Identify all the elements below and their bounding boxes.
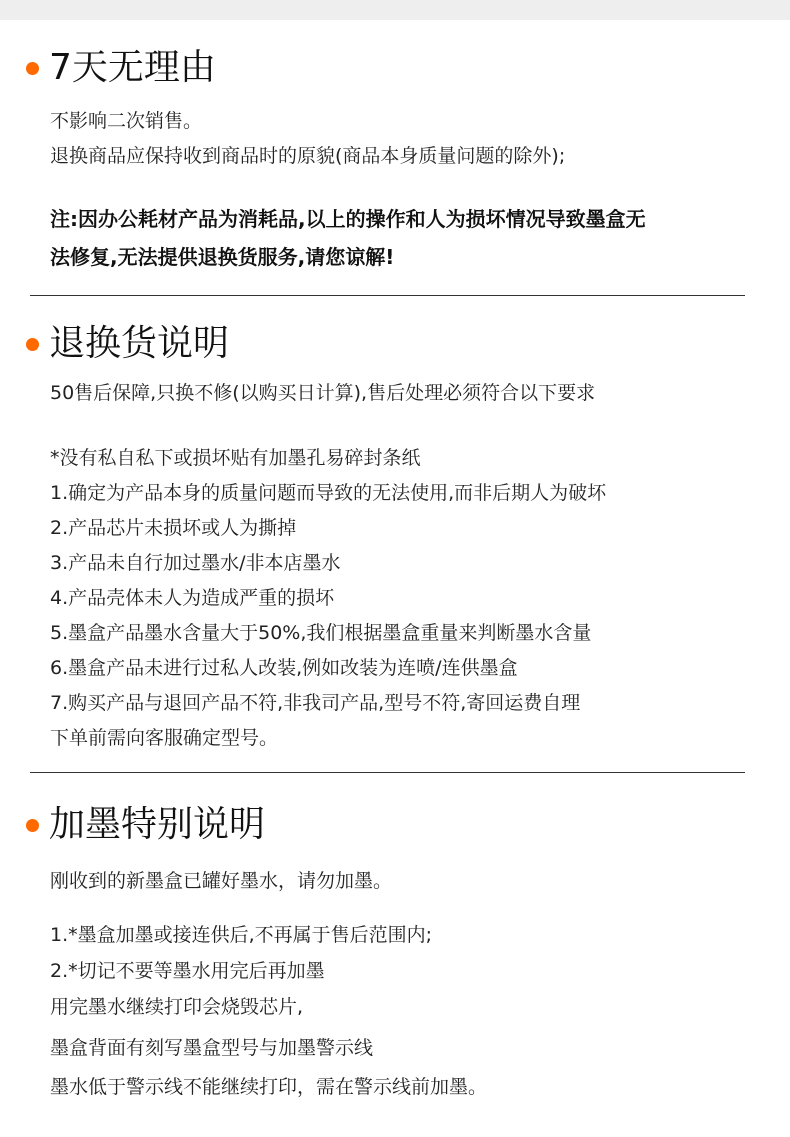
section-divider (30, 772, 745, 773)
refill-item: 用完墨水继续打印会烧毁芯片, (50, 996, 304, 1018)
requirement-item: 下单前需向客服确定型号。 (50, 727, 279, 749)
requirement-item: 5.墨盒产品墨水含量大于50%,我们根据墨盒重量来判断墨水含量 (50, 622, 592, 644)
requirement-item: 1.确定为产品本身的质量问题而导致的无法使用,而非后期人为破坏 (50, 482, 607, 504)
paragraph-line: 退换商品应保持收到商品时的原貌(商品本身质量问题的除外); (50, 145, 566, 167)
requirement-item: 6.墨盒产品未进行过私人改装,例如改装为连喷/连供墨盒 (50, 657, 518, 679)
section-heading-return-exchange (26, 319, 229, 369)
note-line: 法修复,无法提供退换货服务,请您谅解! (50, 245, 395, 269)
requirement-item: 7.购买产品与退回产品不符,非我司产品,型号不符,寄回运费自理 (50, 692, 581, 714)
top-bar (0, 0, 790, 20)
refill-item: 1.*墨盒加墨或接连供后,不再属于售后范围内; (50, 924, 433, 946)
section-title: 退换货说明 (49, 323, 230, 364)
requirement-item: 4.产品壳体未人为造成严重的损坏 (50, 587, 335, 609)
bullet-dot-icon (26, 62, 39, 75)
section-heading-ink-refill (26, 800, 265, 850)
bullet-dot-icon (26, 819, 39, 832)
requirement-item: *没有私自私下或损坏贴有加墨孔易碎封条纸 (50, 447, 421, 469)
requirement-item: 3.产品未自行加过墨水/非本店墨水 (50, 552, 341, 574)
intro-line: 刚收到的新墨盒已罐好墨水，请勿加墨。 (50, 870, 393, 892)
section-title: 7天无理由 (49, 47, 216, 88)
section-divider (30, 295, 745, 296)
note-line: 注:因办公耗材产品为消耗品,以上的操作和人为损坏情况导致墨盒无 (50, 207, 646, 231)
section-title: 加墨特别说明 (49, 804, 266, 845)
paragraph-line: 不影响二次销售。 (50, 110, 203, 132)
section-heading-7-day-return (26, 43, 216, 93)
refill-item: 墨盒背面有刻写墨盒型号与加墨警示线 (50, 1037, 374, 1059)
refill-item: 墨水低于警示线不能继续打印，需在警示线前加墨。 (50, 1076, 488, 1098)
intro-line: 50售后保障,只换不修(以购买日计算),售后处理必须符合以下要求 (50, 382, 596, 404)
requirement-item: 2.产品芯片未损坏或人为撕掉 (50, 517, 297, 539)
refill-item: 2.*切记不要等墨水用完后再加墨 (50, 960, 325, 982)
bullet-dot-icon (26, 338, 39, 351)
